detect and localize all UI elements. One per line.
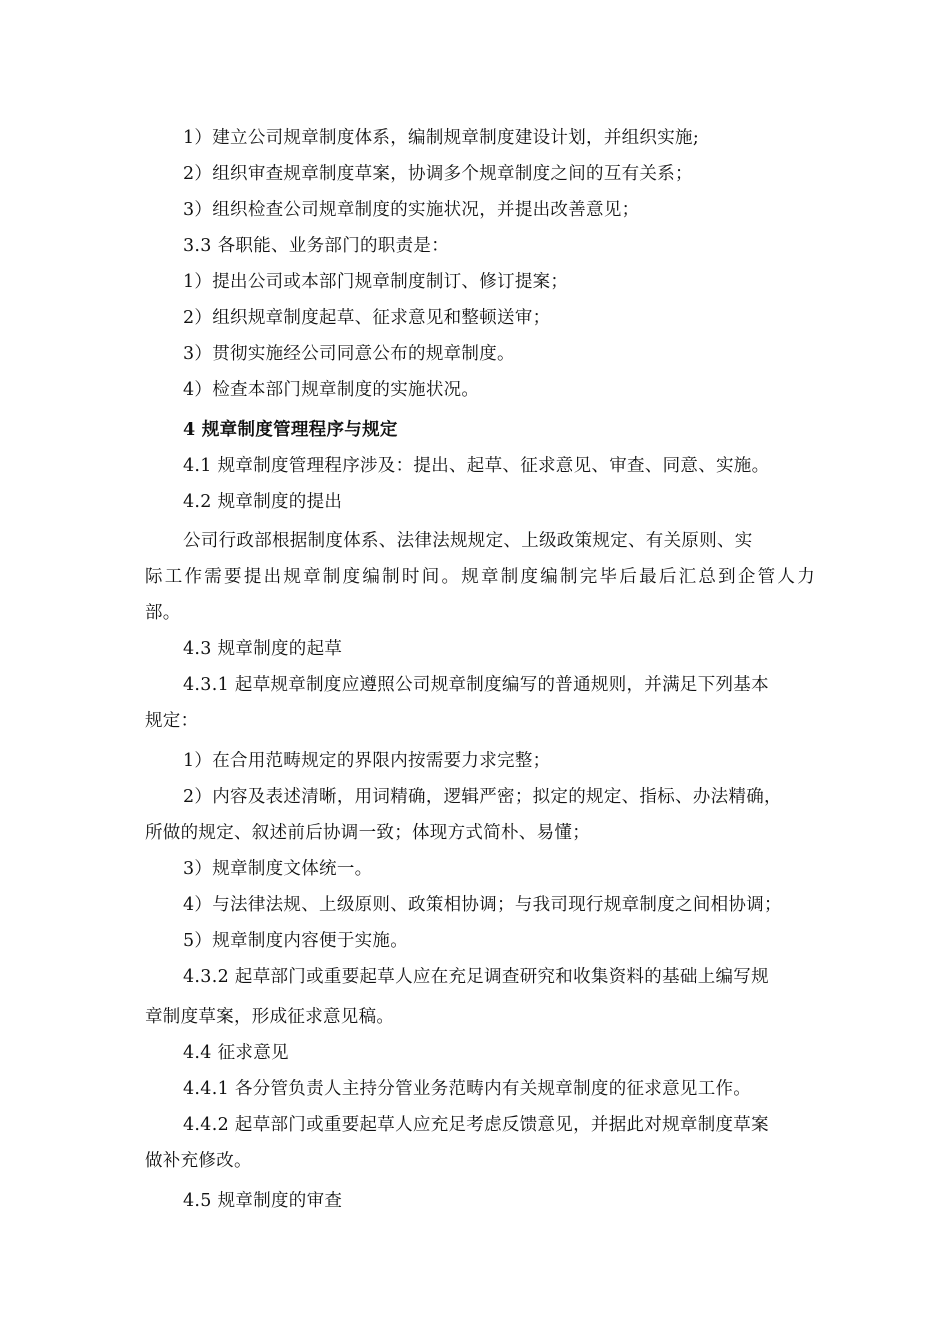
item-organize-drafting: 2）组织规章制度起草、征求意见和整顿送审； — [183, 308, 551, 328]
section-4-4-2-line-1: 4.4.2 起草部门或重要起草人应充足考虑反馈意见，并据此对规章制度草案 — [183, 1115, 769, 1135]
section-4-3-heading: 4.3 规章制度的起草 — [183, 639, 343, 659]
rule-uniform-style: 3）规章制度文体统一。 — [183, 859, 373, 879]
item-check-implementation: 3）组织检查公司规章制度的实施状况，并提出改善意见； — [183, 200, 640, 220]
section-4-1: 4.1 规章制度管理程序涉及：提出、起草、征求意见、审查、同意、实施。 — [183, 456, 770, 476]
section-3-3-heading: 3.3 各职能、业务部门的职责是： — [183, 236, 449, 256]
item-inspect: 4）检查本部门规章制度的实施状况。 — [183, 380, 480, 400]
rule-clear-line-2: 所做的规定、叙述前后协调一致；体现方式简朴、易懂； — [145, 823, 590, 843]
section-4-3-2-line-1: 4.3.2 起草部门或重要起草人应在充足调查研究和收集资料的基础上编写规 — [183, 967, 769, 987]
section-4-3-1-line-1: 4.3.1 起草规章制度应遵照公司规章制度编写的普通规则，并满足下列基本 — [183, 675, 769, 695]
section-4-2-heading: 4.2 规章制度的提出 — [183, 492, 343, 512]
section-4-3-1-line-2: 规定： — [145, 711, 199, 731]
item-review-drafts: 2）组织审查规章制度草案，协调多个规章制度之间的互有关系； — [183, 164, 693, 184]
section-4-3-2-line-2: 章制度草案，形成征求意见稿。 — [145, 1007, 395, 1027]
rule-easy-implement: 5）规章制度内容便于实施。 — [183, 931, 409, 951]
section-4-4-1: 4.4.1 各分管负责人主持分管业务范畴内有关规章制度的征求意见工作。 — [183, 1079, 752, 1099]
section-4-4-2-line-2: 做补充修改。 — [145, 1151, 252, 1171]
rule-clear-line-1: 2）内容及表述清晰，用词精确，逻辑严密；拟定的规定、指标、办法精确， — [183, 787, 782, 807]
item-establish-system: 1）建立公司规章制度体系，编制规章制度建设计划，并组织实施; — [183, 128, 700, 148]
section-4-4-heading: 4.4 征求意见 — [183, 1043, 289, 1063]
paragraph-4-2-line-3: 部。 — [145, 603, 181, 623]
rule-coordinate-law: 4）与法律法规、上级原则、政策相协调；与我司现行规章制度之间相协调； — [183, 895, 782, 915]
section-4-heading: 4 规章制度管理程序与规定 — [183, 420, 398, 440]
item-implement: 3）贯彻实施经公司同意公布的规章制度。 — [183, 344, 515, 364]
paragraph-4-2-line-2: 际工作需要提出规章制度编制时间。规章制度编制完毕后最后汇总到企管人力 — [145, 567, 815, 587]
section-4-5-heading: 4.5 规章制度的审查 — [183, 1191, 343, 1211]
rule-complete: 1）在合用范畴规定的界限内按需要力求完整； — [183, 751, 551, 771]
paragraph-4-2-line-1: 公司行政部根据制度体系、法律法规规定、上级政策规定、有关原则、实 — [183, 531, 753, 551]
item-propose: 1）提出公司或本部门规章制度制订、修订提案； — [183, 272, 569, 292]
